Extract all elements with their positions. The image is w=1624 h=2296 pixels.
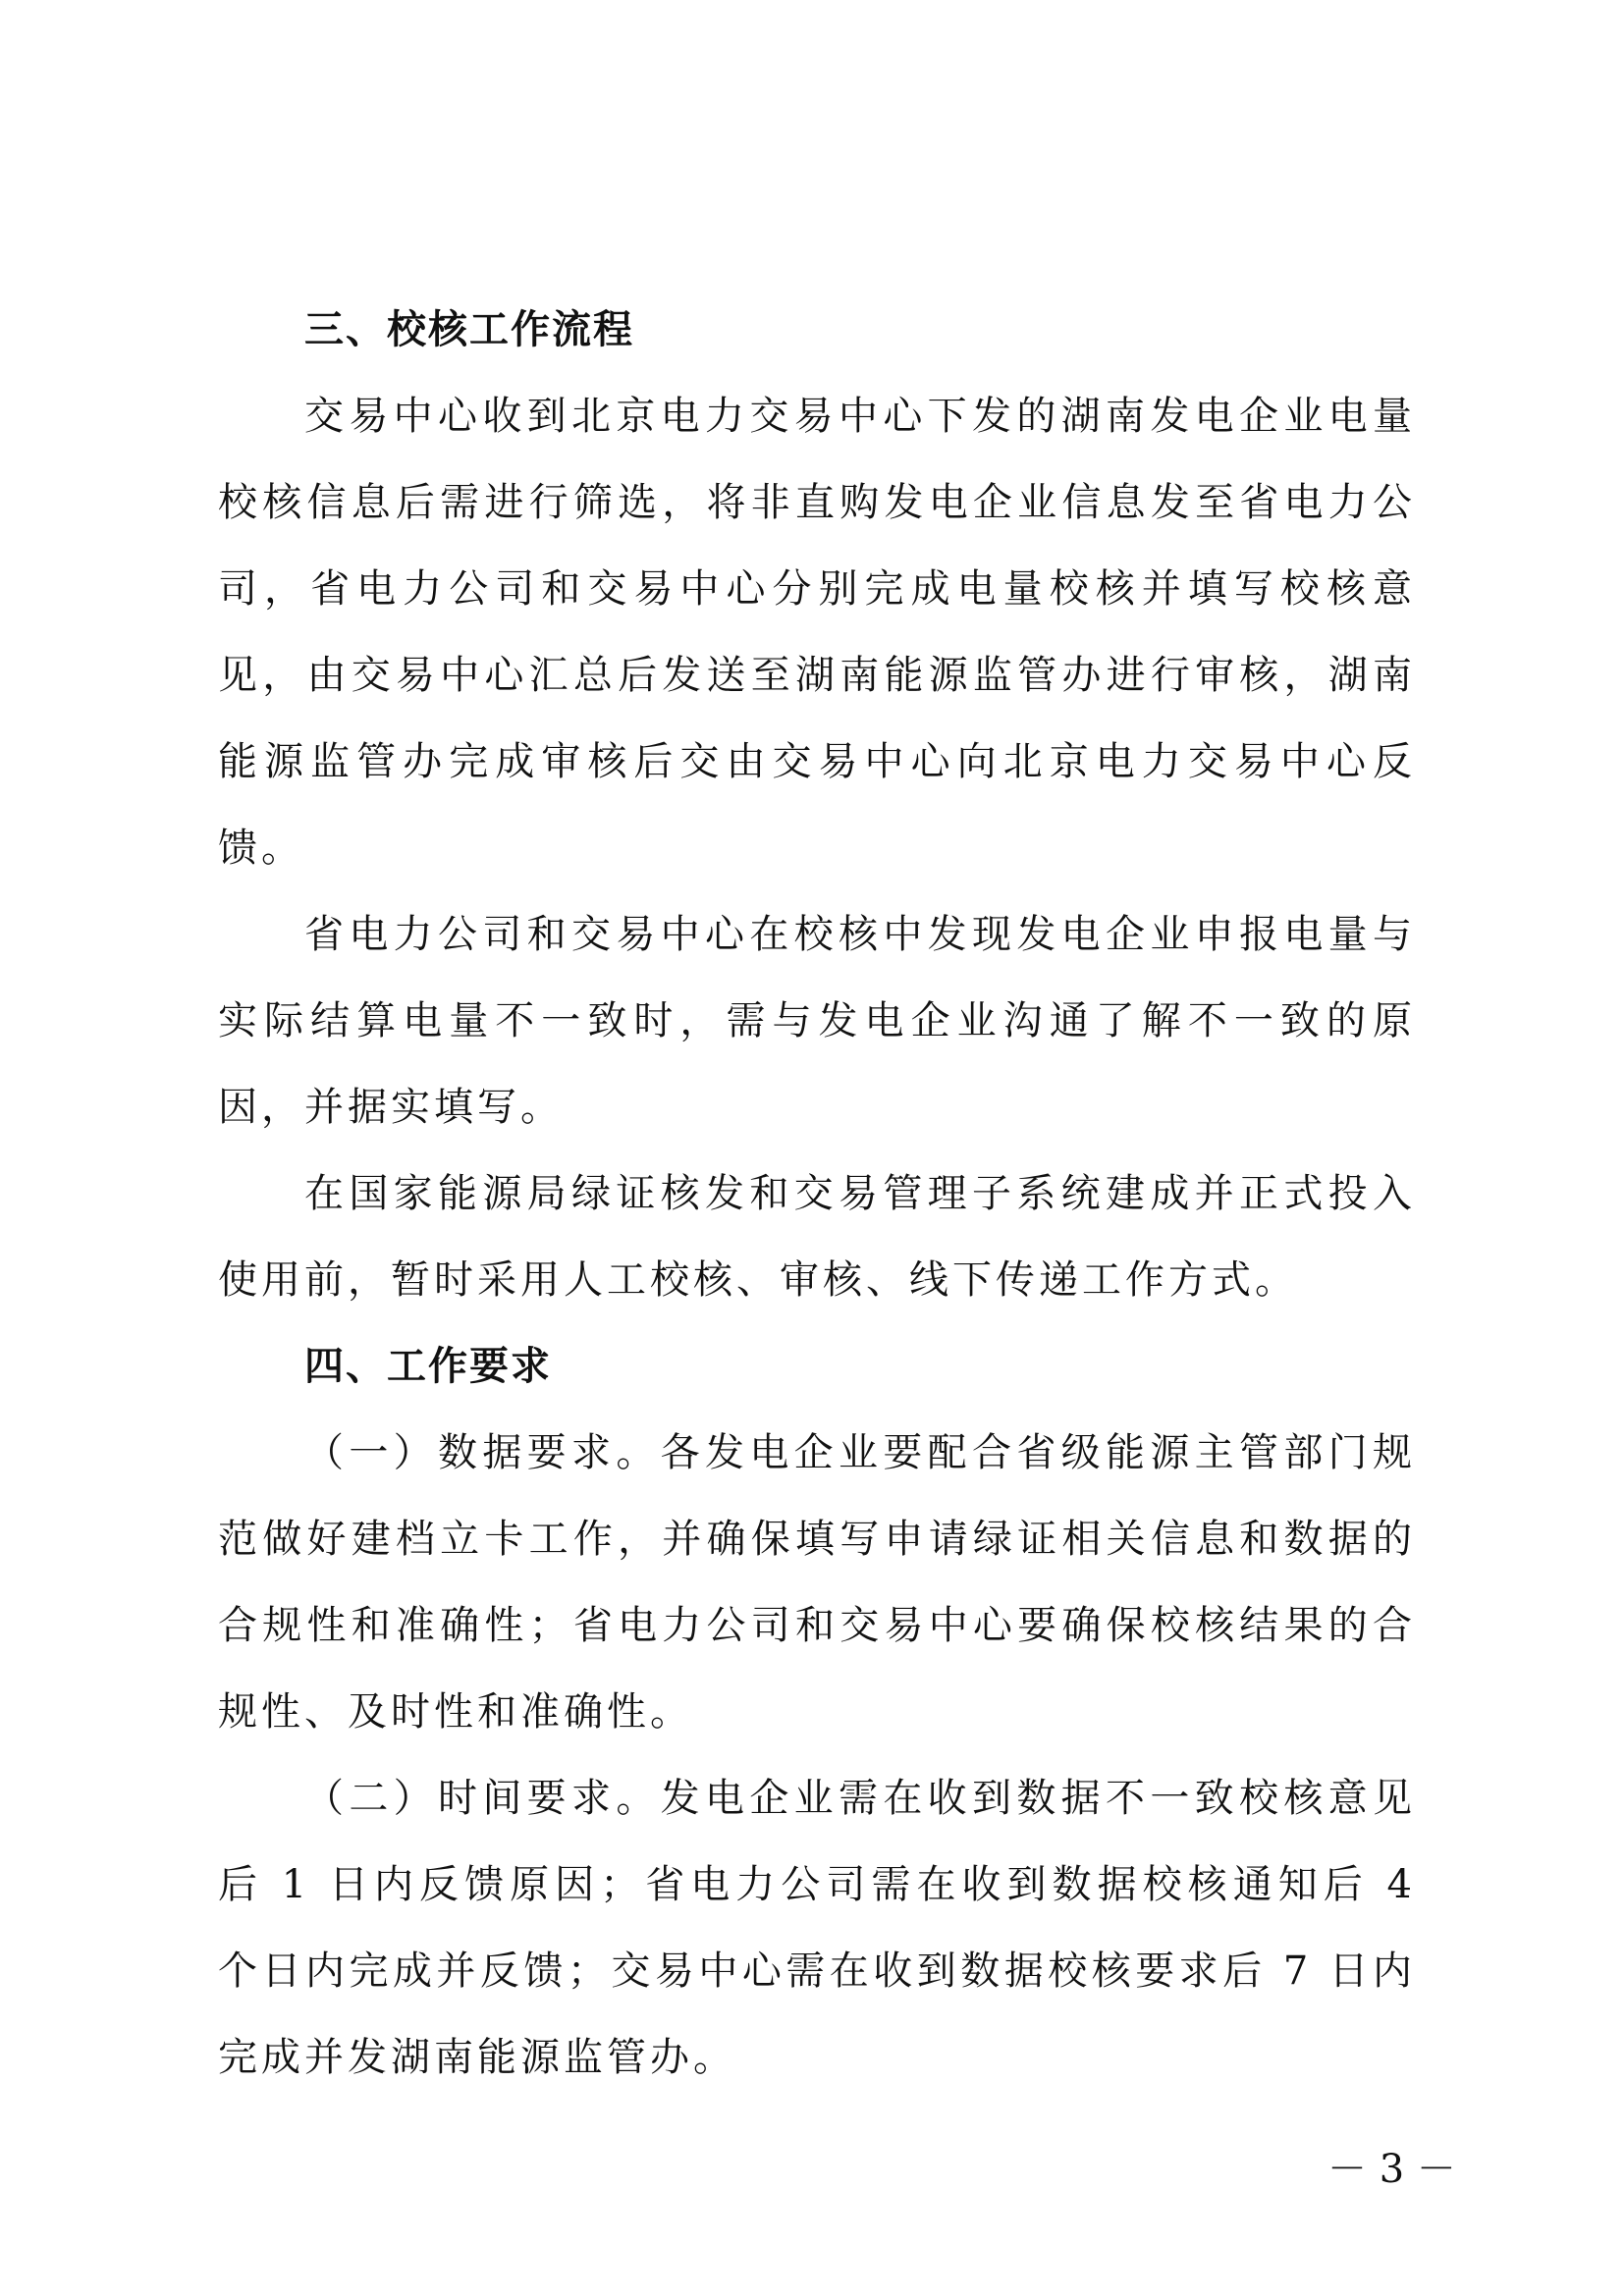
- paragraph-workflow-2: 省电力公司和交易中心在校核中发现发电企业申报电量与实际结算电量不一致时，需与发电企业沟通了解不一致的原因，并据实填写。: [218, 912, 1416, 1130]
- document-body: [218, 287, 1416, 2101]
- paragraph-workflow-1: 交易中心收到北京电力交易中心下发的湖南发电企业电量校核信息后需进行筛选，将非直购发电企业信息发至省电力公司，省电力公司和交易中心分别完成电量校核并填写校核意见，由交易中心汇总后发送至湖南能源监管办进行审核，湖南能源监管办完成审核后交由交易中心向北京电力交易中心反馈。: [218, 394, 1416, 871]
- section-heading-workflow: 三、校核工作流程: [304, 307, 634, 352]
- paragraph-requirement-data: （一）数据要求。各发电企业要配合省级能源主管部门规范做好建档立卡工作，并确保填写申请绿证相关信息和数据的合规性和准确性；省电力公司和交易中心要确保校核结果的合规性、及时性和准确性。: [218, 1430, 1416, 1735]
- paragraph-workflow-3: 在国家能源局绿证核发和交易管理子系统建成并正式投入使用前，暂时采用人工校核、审核、线下传递工作方式。: [218, 1171, 1416, 1303]
- paragraph-requirement-time: （二）时间要求。发电企业需在收到数据不一致校核意见后 1 日内反馈原因；省电力公司需在收到数据校核通知后 4 个日内完成并反馈；交易中心需在收到数据校核要求后 7 日内完成并发湖南能源监管办。: [218, 1776, 1416, 2080]
- page-number: － 3 －: [1327, 2147, 1456, 2192]
- section-heading-requirements: 四、工作要求: [304, 1344, 552, 1389]
